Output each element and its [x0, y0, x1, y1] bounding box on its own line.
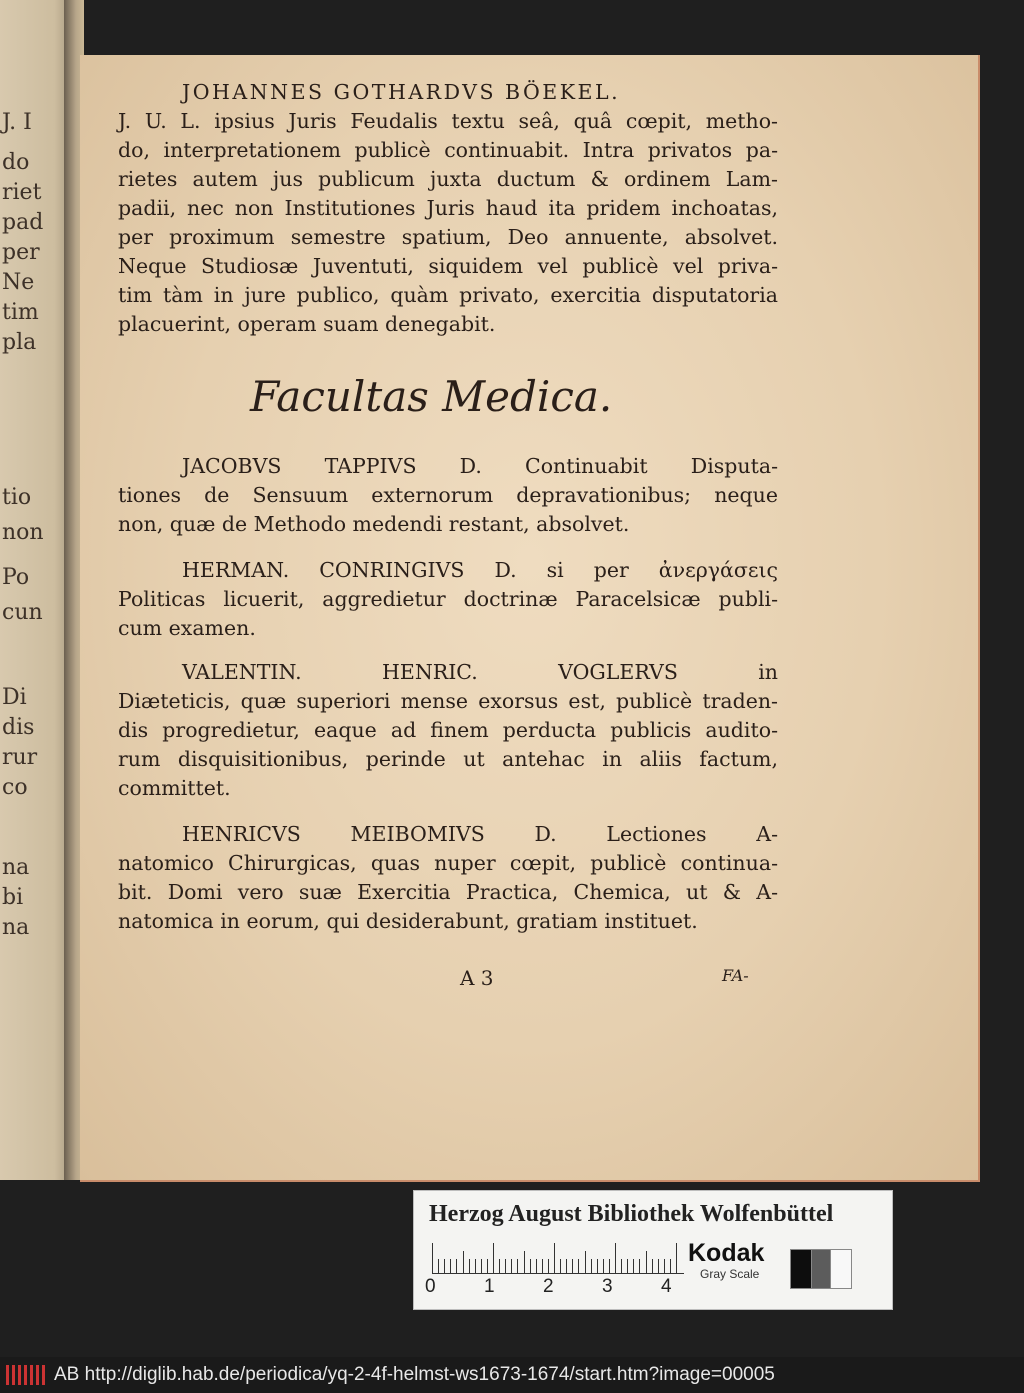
- ruler-tick: [450, 1259, 451, 1273]
- ruler-tick: [456, 1259, 457, 1273]
- text-line: dis progredietur, eaque ad finem perducta publicis audito-: [118, 718, 778, 742]
- text-line: cum examen.: [118, 616, 256, 640]
- ruler-tick: [542, 1259, 543, 1273]
- ruler-tick: [554, 1243, 555, 1273]
- ruler-number: 2: [543, 1276, 554, 1297]
- text-line: Neque Studiosæ Juventuti, siquidem vel publicè vel priva-: [118, 254, 778, 278]
- facing-page-fragment: tim: [2, 300, 39, 325]
- ruler-tick: [517, 1259, 518, 1273]
- ruler-tick: [652, 1259, 653, 1273]
- ruler-number: 1: [484, 1276, 495, 1297]
- facing-page-fragment: Ne: [2, 270, 35, 295]
- ruler-tick: [524, 1251, 525, 1273]
- ruler-tick: [578, 1259, 579, 1273]
- source-url-bar: [0, 1357, 1024, 1393]
- ruler-tick: [469, 1259, 470, 1273]
- text-line: tim tàm in jure publico, quàm privato, exercitia disputatoria: [118, 283, 778, 307]
- ruler-tick: [493, 1243, 494, 1273]
- text-line: committet.: [118, 776, 231, 800]
- text-line: VALENTIN. HENRIC. VOGLERVS in: [182, 660, 778, 684]
- facing-page-fragment: dis: [2, 715, 35, 740]
- paragraph-voglerus: [118, 658, 778, 803]
- text-line: tiones de Sensuum externorum depravationibus; neque: [118, 483, 778, 507]
- ruler-number: 0: [425, 1276, 436, 1297]
- ruler-tick: [615, 1243, 616, 1273]
- text-line: HERMAN. CONRINGIVS D. si per ἀνεργάσεις: [182, 558, 778, 582]
- text-line: JACOBVS TAPPIVS D. Continuabit Disputa-: [182, 454, 778, 478]
- source-url[interactable]: http://diglib.hab.de/periodica/yq-2-4f-helmst-ws1673-1674/start.htm?image=00005: [84, 1364, 775, 1385]
- ruler-tick: [560, 1259, 561, 1273]
- ruler-tick: [487, 1259, 488, 1273]
- facing-page-fragment: J. I: [2, 110, 32, 135]
- ruler-tick: [530, 1259, 531, 1273]
- paragraph-boekel: [118, 78, 778, 339]
- text-line: natomica in eorum, qui desiderabunt, gratiam instituet.: [118, 909, 698, 933]
- kodak-logo: Kodak: [688, 1239, 765, 1267]
- paragraph-conringius: [118, 556, 778, 643]
- ruler-tick: [548, 1259, 549, 1273]
- facing-page-fragment: do: [2, 150, 30, 175]
- facing-page-fragment: pad: [2, 210, 44, 235]
- text-line: rietes autem jus publicum juxta ductum & ordinem Lam-: [118, 167, 778, 191]
- section-heading: Facultas Medica.: [250, 372, 613, 421]
- facing-page-fragment: na: [2, 855, 30, 880]
- swatch-black: [790, 1249, 812, 1289]
- facing-page-fragment: Po: [2, 565, 30, 590]
- text-line: Politicas licuerit, aggredietur doctrinæ Paracelsicæ publi-: [118, 587, 778, 611]
- ruler-tick: [676, 1243, 677, 1273]
- ruler-tick: [432, 1243, 433, 1273]
- facing-page-fragment: na: [2, 915, 30, 940]
- ruler-tick: [511, 1259, 512, 1273]
- ruler-tick: [597, 1259, 598, 1273]
- ruler-tick: [658, 1259, 659, 1273]
- swatch-gray: [811, 1249, 831, 1289]
- ruler-tick: [670, 1259, 671, 1273]
- ruler-tick: [499, 1259, 500, 1273]
- ruler-tick: [609, 1259, 610, 1273]
- text-line: non, quæ de Methodo medendi restant, absolvet.: [118, 512, 630, 536]
- ruler-tick: [463, 1251, 464, 1273]
- facing-page-fragment: riet: [2, 180, 42, 205]
- text-line: JOHANNES GOTHARDVS BÖEKEL.: [182, 80, 621, 104]
- ruler-tick: [603, 1259, 604, 1273]
- ruler-tick: [585, 1251, 586, 1273]
- facing-page-fragment: Di: [2, 685, 27, 710]
- text-line: J. U. L. ipsius Juris Feudalis textu seâ, quâ cœpit, metho-: [118, 109, 778, 133]
- text-line: rum disquisitionibus, perinde ut antehac in aliis factum,: [118, 747, 778, 771]
- text-line: Diæteticis, quæ superiori mense exorsus est, publicè traden-: [118, 689, 778, 713]
- ruler-tick: [475, 1259, 476, 1273]
- ruler-tick: [572, 1259, 573, 1273]
- ruler-tick: [591, 1259, 592, 1273]
- facing-page-fragment: tio: [2, 485, 32, 510]
- text-line: placuerint, operam suam denegabit.: [118, 312, 496, 336]
- ruler-number: 3: [602, 1276, 613, 1297]
- ruler-tick: [566, 1259, 567, 1273]
- url-prefix: AB: [54, 1364, 80, 1385]
- gray-scale-label: Gray Scale: [700, 1267, 760, 1281]
- ruler-tick: [505, 1259, 506, 1273]
- text-line: bit. Domi vero suæ Exercitia Practica, Chemica, ut & A-: [118, 880, 778, 904]
- text-line: natomico Chirurgicas, quas nuper cœpit, publicè continua-: [118, 851, 778, 875]
- ruler-tick: [633, 1259, 634, 1273]
- barcode-icon: [6, 1365, 48, 1385]
- swatch-white: [830, 1249, 852, 1289]
- ruler-tick: [444, 1259, 445, 1273]
- facing-page-fragment: rur: [2, 745, 38, 770]
- text-line: do, interpretationem publicè continuabit. Intra privatos pa-: [118, 138, 778, 162]
- catchword: FA-: [722, 966, 749, 985]
- paragraph-meibomius: [118, 820, 778, 936]
- ruler-tick: [621, 1259, 622, 1273]
- ruler-tick: [639, 1259, 640, 1273]
- text-line: padii, nec non Institutiones Juris haud ita pridem inchoatas,: [118, 196, 778, 220]
- ruler-scale: [432, 1243, 684, 1274]
- text-line: HENRICVS MEIBOMIVS D. Lectiones A-: [182, 822, 778, 846]
- ruler-tick: [664, 1259, 665, 1273]
- ruler-tick: [536, 1259, 537, 1273]
- ruler-tick: [646, 1251, 647, 1273]
- facing-page-fragment: per: [2, 240, 40, 265]
- facing-page-fragment: non: [2, 520, 44, 545]
- ruler-tick: [481, 1259, 482, 1273]
- paragraph-tappius: [118, 452, 778, 539]
- facing-page-fragment: cun: [2, 600, 43, 625]
- ruler-tick: [438, 1259, 439, 1273]
- text-line: per proximum semestre spatium, Deo annuente, absolvet.: [118, 225, 778, 249]
- library-name: Herzog August Bibliothek Wolfenbüttel: [429, 1201, 834, 1227]
- facing-page-fragment: pla: [2, 330, 37, 355]
- facing-page-fragment: bi: [2, 885, 24, 910]
- ruler-tick: [627, 1259, 628, 1273]
- facing-page-fragment: co: [2, 775, 28, 800]
- signature-mark: A 3: [460, 966, 494, 990]
- ruler-number: 4: [661, 1276, 672, 1297]
